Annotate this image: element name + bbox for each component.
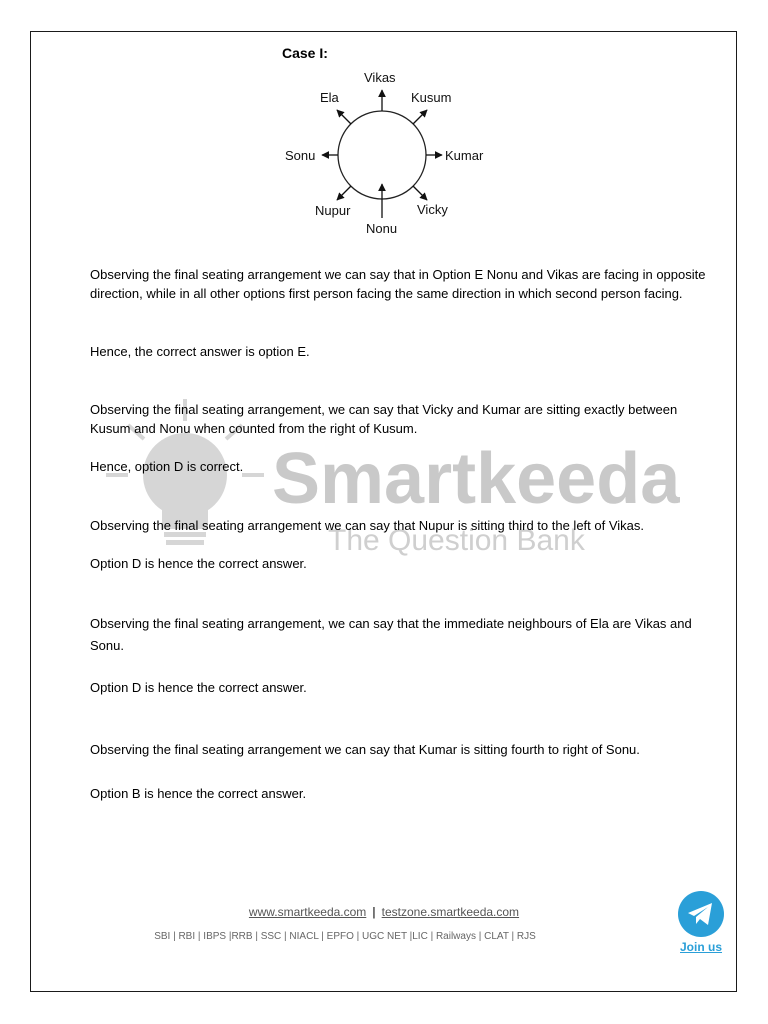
arrow-ela [337, 110, 351, 124]
label-vikas: Vikas [364, 70, 396, 85]
solution-paragraph: Observing the final seating arrangement we can say that Nupur is sitting third to the left of Vikas. [90, 518, 644, 533]
arrow-nupur [337, 186, 351, 200]
label-sonu: Sonu [285, 148, 316, 163]
answer-line: Option B is hence the correct answer. [90, 786, 307, 801]
label-nupur: Nupur [315, 203, 351, 218]
seating-diagram [270, 64, 500, 239]
case-title: Case I: [282, 45, 328, 61]
footer-link-smartkeeda[interactable]: www.smartkeeda.com [248, 905, 367, 919]
answer-line: Option D is hence the correct answer. [90, 680, 307, 695]
join-us-link[interactable]: Join us [680, 940, 723, 954]
solution-paragraph: Observing the final seating arrangement we can say that Kumar is sitting fourth to right of Sonu. [90, 742, 640, 757]
label-nonu: Nonu [366, 221, 398, 236]
label-kusum: Kusum [411, 90, 452, 105]
answer-line: Hence, the correct answer is option E. [90, 344, 310, 359]
label-kumar: Kumar [445, 148, 484, 163]
footer-exams: SBI | RBI | IBPS |RRB | SSC | NIACL | EPFO | UGC NET |LIC | Railways | CLAT | RJS [154, 931, 536, 942]
solution-paragraph: Observing the final seating arrangement we can say that in Option E Nonu and Vikas are facing in opposite direction, while in all other options first person facing the same direction in which second person facing. [90, 267, 706, 301]
answer-line: Option D is hence the correct answer. [90, 556, 307, 571]
footer-separator: | [372, 905, 376, 919]
arrow-kusum [413, 110, 427, 124]
telegram-icon[interactable] [678, 891, 724, 937]
arrow-vicky [413, 186, 427, 200]
footer-links [0, 905, 768, 919]
watermark-brand: Smartkeeda [272, 439, 680, 519]
label-ela: Ela [320, 90, 339, 105]
watermark-tagline: The Question Bank [328, 524, 585, 557]
answer-line: Hence, option D is correct. [90, 459, 244, 474]
solution-paragraph: Observing the final seating arrangement, we can say that Vicky and Kumar are sitting exactly between Kusum and Nonu when counted from the right of Kusum. [90, 402, 678, 436]
label-vicky: Vicky [417, 202, 448, 217]
solution-paragraph: Observing the final seating arrangement, we can say that the immediate neighbours of Ela are Vikas and Sonu. [90, 616, 692, 653]
footer-link-testzone[interactable]: testzone.smartkeeda.com [381, 905, 520, 919]
